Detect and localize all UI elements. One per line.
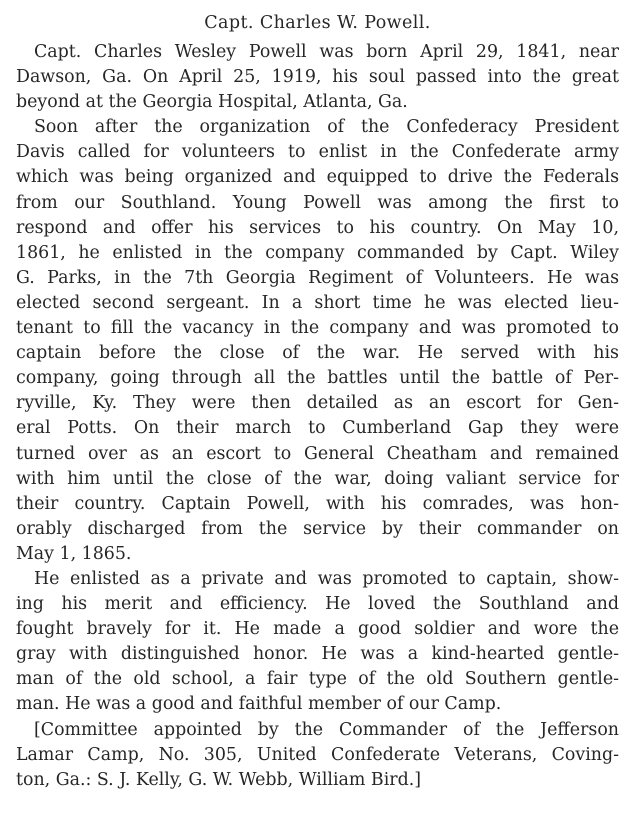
text-line: Soon after the organization of the Confederacy President [34, 117, 619, 138]
article-title: Capt. Charles W. Powell. [204, 13, 431, 33]
text-line: fought bravely for it. He made a good soldier and wore the [16, 619, 619, 640]
text-line: gray with distinguished honor. He was a kind-hearted gentle- [16, 644, 619, 665]
text-line: Lamar Camp, No. 305, United Confederate Veterans, Coving- [16, 744, 619, 765]
text-line: turned over as an escort to General Cheatham and remained [16, 443, 619, 464]
text-line: G. Parks, in the 7th Georgia Regiment of Volunteers. He was [16, 267, 619, 288]
document-page [0, 6, 633, 818]
text-line: 1861, he enlisted in the company commanded by Capt. Wiley [16, 242, 619, 263]
text-line: orably discharged from the service by their commander on [16, 518, 619, 539]
text-line: man of the old school, a fair type of the old Southern gentle- [16, 669, 619, 690]
text-line: ing his merit and efficiency. He loved the Southland and [16, 594, 619, 615]
text-line: with him until the close of the war, doing valiant service for [16, 468, 619, 489]
text-line: He enlisted as a private and was promoted to captain, show- [34, 568, 619, 589]
text-line: from our Southland. Young Powell was among the first to [16, 192, 619, 213]
text-line: man. He was a good and faithful member of our Camp. [16, 694, 502, 715]
text-line: company, going through all the battles until the battle of Per- [16, 368, 619, 389]
text-line: captain before the close of the war. He served with his [16, 343, 619, 364]
text-line: beyond at the Georgia Hospital, Atlanta, Ga. [16, 92, 408, 113]
text-line: ryville, Ky. They were then detailed as an escort for Gen- [16, 393, 619, 414]
text-line: Capt. Charles Wesley Powell was born April 29, 1841, near [34, 42, 619, 62]
text-line: Dawson, Ga. On April 25, 1919, his soul passed into the great [16, 67, 619, 88]
text-line: ton, Ga.: S. J. Kelly, G. W. Webb, William Bird.] [16, 769, 422, 790]
text-line: [Committee appointed by the Commander of the Jefferson [34, 719, 619, 740]
text-line: Davis called for volunteers to enlist in the Confederate army [16, 142, 619, 163]
text-line: respond and offer his services to his country. On May 10, [16, 217, 619, 238]
text-line: May 1, 1865. [16, 543, 132, 564]
text-line: elected second sergeant. In a short time he was elected lieu- [16, 292, 619, 313]
text-line: their country. Captain Powell, with his comrades, was hon- [16, 493, 619, 514]
text-line: eral Potts. On their march to Cumberland Gap they were [16, 418, 619, 439]
text-line: tenant to fill the vacancy in the company and was promoted to [16, 318, 619, 339]
article-body [16, 40, 619, 793]
text-line: which was being organized and equipped to drive the Federals [16, 167, 619, 188]
